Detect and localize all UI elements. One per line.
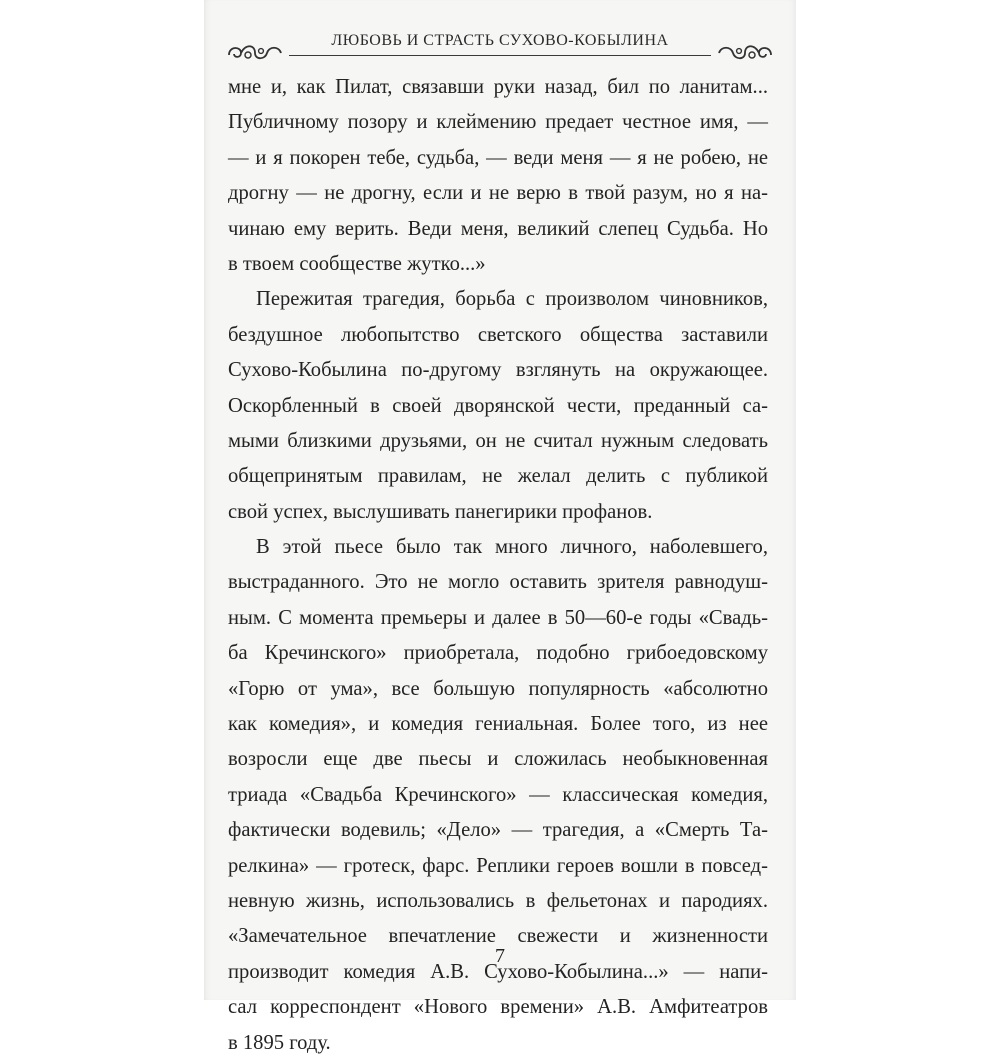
text-line: Пережитая трагедия, борьба с произволом чиновников, — [256, 288, 768, 311]
text-line: выстраданного. Это не могло оставить зрителя равнодуш- — [228, 571, 768, 594]
text-line: в 1895 году. — [228, 1031, 331, 1054]
text-line: Публичному позору и клеймению предает честное имя, — — [228, 111, 768, 134]
text-line: производит комедия А.В. Сухово-Кобылина...» — напи- — [228, 960, 768, 983]
text-line: невную жизнь, использовались в фельетонах и пародиях. — [228, 889, 768, 912]
text-line: бездушное любопытство светского общества заставили — [228, 323, 768, 346]
text-line: Сухово-Кобылина по-другому взглянуть на окружающее. — [228, 359, 768, 382]
text-line: релкина» — гротеск, фарс. Реплики героев вошли в повсед- — [228, 854, 768, 877]
text-line: ным. С момента премьеры и далее в 50—60-е годы «Свадь- — [228, 606, 768, 629]
text-line: как комедия», и комедия гениальная. Более того, из нее — [228, 713, 768, 736]
text-line: в твоем сообществе жутко...» — [228, 252, 486, 275]
text-line: чинаю ему верить. Веди меня, великий слепец Судьба. Но — [228, 217, 768, 240]
text-line: мыми близкими друзьями, он не считал нужным следовать — [228, 429, 768, 452]
text-line: фактически водевиль; «Дело» — трагедия, а «Смерть Та- — [228, 819, 768, 842]
text-line: возросли еще две пьесы и сложилась необыкновенная — [228, 748, 768, 771]
text-line: — и я покорен тебе, судьба, — веди меня — я не робею, не — [228, 146, 768, 169]
page-number: 7 — [495, 945, 505, 967]
text-line: дрогну — не дрогну, если и не верю в твой разум, но я на- — [228, 182, 768, 205]
text-line: общепринятым правилам, не желал делить с публикой — [228, 465, 768, 488]
text-line: триада «Свадьба Кречинского» — классическая комедия, — [228, 783, 768, 806]
text-line: мне и, как Пилат, связавши руки назад, бил по ланитам... — [228, 76, 768, 98]
scroll-ornament-right-icon — [715, 40, 775, 66]
header-title: ЛЮБОВЬ И СТРАСТЬ СУХОВО-КОБЫЛИНА — [331, 32, 669, 49]
running-header — [225, 26, 775, 66]
header-rule — [289, 55, 711, 56]
text-line: сал корреспондент «Нового времени» А.В. Амфитеатров — [228, 996, 768, 1019]
text-line: ба Кречинского» приобретала, подобно грибоедовскому — [228, 642, 768, 665]
text-line: В этой пьесе было так много личного, наболевшего, — [256, 536, 768, 559]
text-line: Оскорбленный в своей дворянской чести, преданный са- — [228, 394, 768, 417]
text-line: свой успех, выслушивать панегирики профанов. — [228, 500, 653, 523]
body-text — [228, 70, 768, 1061]
text-line: «Горю от ума», все большую популярность «абсолютно — [228, 677, 768, 700]
text-line: «Замечательное впечатление свежести и жизненности — [228, 925, 768, 948]
